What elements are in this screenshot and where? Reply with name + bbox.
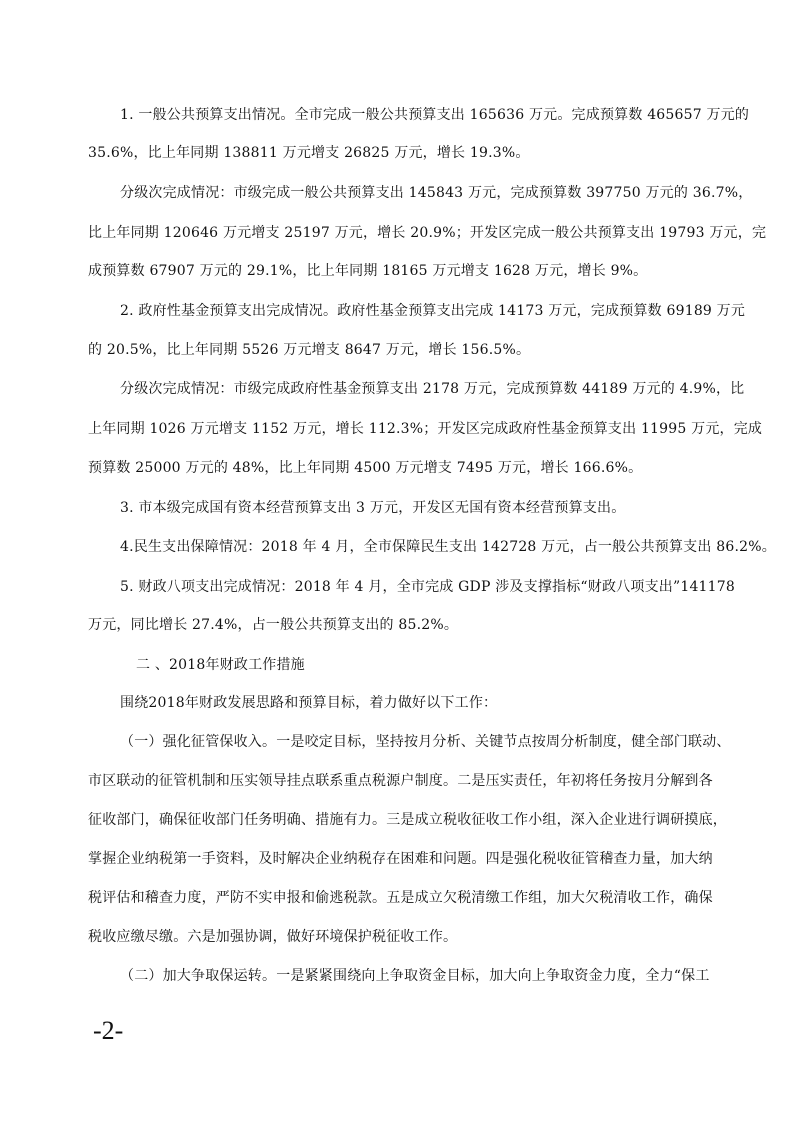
text-line: 5. 财政八项支出完成情况：2018 年 4 月，全市完成 GDP 涉及支撑指标“财政八项支出”141178	[120, 579, 735, 595]
text-line: 35.6%，比上年同期 138811 万元增支 26825 万元，增长 19.3%。	[88, 145, 530, 161]
text-line: 分级次完成情况：市级完成政府性基金预算支出 2178 万元，完成预算数 44189 万元的 4.9%，比	[120, 381, 745, 397]
section-heading: 二 、2018年财政工作措施	[136, 657, 305, 673]
text-line: 征收部门，确保征收部门任务明确、措施有力。三是成立税收征收工作小组，深入企业进行调研摸底，	[88, 812, 727, 828]
text-line: 预算数 25000 万元的 48%，比上年同期 4500 万元增支 7495 万元，增长 166.6%。	[88, 460, 643, 476]
text-line: 市区联动的征管机制和压实领导挂点联系重点税源户制度。二是压实责任，年初将任务按月分解到各	[88, 773, 713, 789]
text-line: 万元，同比增长 27.4%，占一般公共预算支出的 85.2%。	[88, 617, 459, 633]
text-line: （一）强化征管保收入。一是咬定目标，坚持按月分析、关键节点按周分析制度，健全部门联动、	[120, 734, 731, 750]
text-line: 成预算数 67907 万元的 29.1%，比上年同期 18165 万元增支 1628 万元，增长 9%。	[88, 263, 648, 279]
text-line: 4.民生支出保障情况：2018 年 4 月，全市保障民生支出 142728 万元，占一般公共预算支出 86.2%。	[120, 539, 776, 555]
text-line: 2. 政府性基金预算支出完成情况。政府性基金预算支出完成 14173 万元，完成预算数 69189 万元	[120, 303, 746, 319]
text-line: 上年同期 1026 万元增支 1152 万元，增长 112.3%；开发区完成政府性基金预算支出 11995 万元，完成	[88, 421, 763, 437]
page-number: -2-	[93, 1016, 124, 1045]
text-line: 围绕2018年财政发展思路和预算目标，着力做好以下工作：	[120, 695, 498, 711]
text-line: 1. 一般公共预算支出情况。全市完成一般公共预算支出 165636 万元。完成预算数 465657 万元的	[120, 107, 750, 123]
text-line: 比上年同期 120646 万元增支 25197 万元，增长 20.9%；开发区完成一般公共预算支出 19793 万元，完	[88, 225, 767, 241]
text-line: 的 20.5%，比上年同期 5526 万元增支 8647 万元，增长 156.5%。	[88, 342, 531, 358]
text-line: （二）加大争取保运转。一是紧紧围绕向上争取资金目标，加大向上争取资金力度，全力“保工	[120, 968, 710, 984]
text-line: 税评估和稽查力度，严防不实申报和偷逃税款。五是成立欠税清缴工作组，加大欠税清收工作，确保	[88, 890, 713, 906]
text-line: 掌握企业纳税第一手资料，及时解决企业纳税存在困难和问题。四是强化税收征管稽查力量，加大纳	[88, 851, 713, 867]
text-line: 3. 市本级完成国有资本经营预算支出 3 万元，开发区无国有资本经营预算支出。	[120, 500, 626, 516]
text-line: 税收应缴尽缴。六是加强协调，做好环境保护税征收工作。	[88, 929, 458, 945]
text-line: 分级次完成情况：市级完成一般公共预算支出 145843 万元，完成预算数 397750 万元的 36.7%，	[120, 185, 753, 201]
